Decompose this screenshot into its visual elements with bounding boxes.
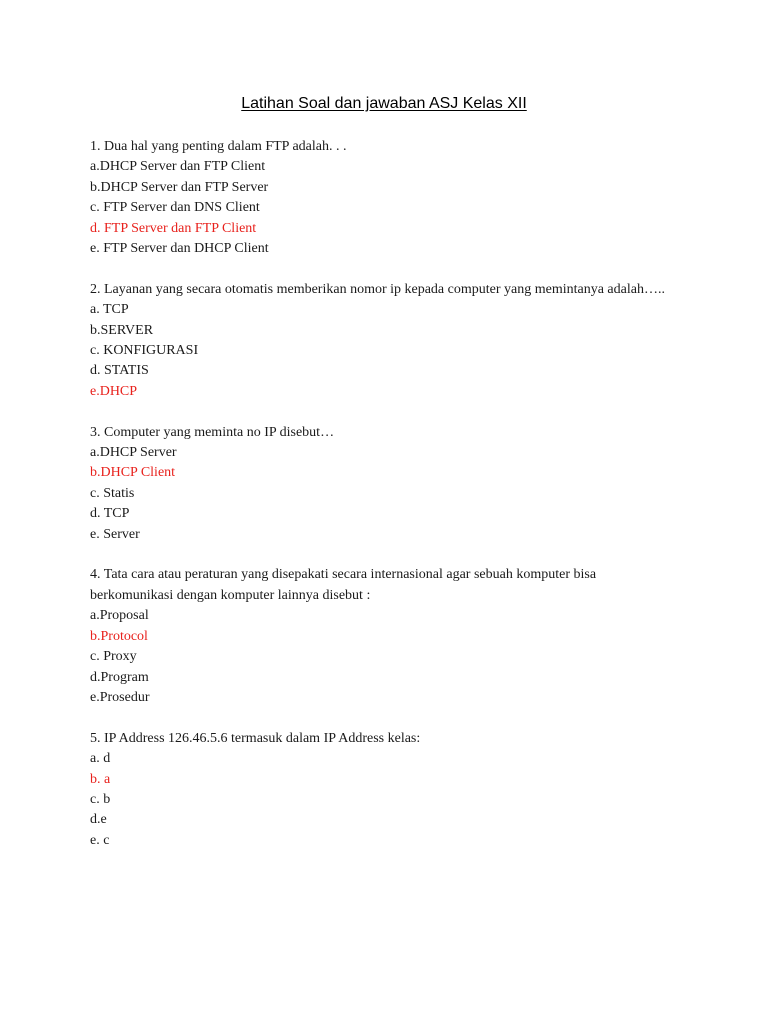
question-2-option-b: b.SERVER (90, 322, 154, 338)
question-1 (90, 137, 680, 259)
question-4-option-c: c. Proxy (90, 649, 137, 665)
question-3 (90, 423, 680, 545)
question-5-option-a: a. d (90, 751, 111, 767)
question-3-text: 3. Computer yang meminta no IP disebut… (90, 424, 335, 440)
document-title (0, 93, 768, 115)
question-1-option-b: b.DHCP Server dan FTP Server (90, 179, 269, 195)
question-3-option-e: e. Server (90, 526, 140, 542)
document-title-text: Latihan Soal dan jawaban ASJ Kelas XII (241, 95, 527, 112)
question-5-option-b-correct-answer: b. a (90, 771, 111, 787)
question-3-option-c: c. Statis (90, 485, 135, 501)
question-1-text: 1. Dua hal yang penting dalam FTP adalah. . . (90, 139, 347, 154)
question-1-option-d-correct-answer (90, 219, 680, 239)
question-5-text: 5. IP Address 126.46.5.6 termasuk dalam IP Address kelas: (90, 730, 421, 746)
question-4-text: 4. Tata cara atau peraturan yang disepakati secara internasional agar sebuah komputer bisa berkomunikasi dengan komputer lainnya disebut : (90, 567, 597, 603)
question-2-option-e-correct-answer: e.DHCP (90, 383, 138, 399)
question-5 (90, 729, 680, 851)
question-3-option-d: d. TCP (90, 506, 130, 522)
question-4-option-e: e.Prosedur (90, 689, 150, 705)
question-5-option-e: e. c (90, 832, 110, 848)
question-5-option-c: c. b (90, 791, 111, 807)
question-1-option-d-text: FTP Server dan FTP Client (104, 220, 257, 236)
question-list (90, 137, 680, 872)
question-4-option-a: a.Proposal (90, 608, 149, 624)
question-2-option-d: d. STATIS (90, 363, 149, 379)
question-1-option-a: a.DHCP Server dan FTP Client (90, 159, 266, 175)
question-4 (90, 565, 680, 708)
question-4-option-d: d.Program (90, 669, 149, 685)
question-5-option-d: d.e (90, 812, 107, 828)
question-1-option-d-prefix: d. (90, 220, 104, 236)
question-2-option-c: c. KONFIGURASI (90, 343, 199, 359)
question-3-option-a: a.DHCP Server (90, 445, 177, 461)
question-1-option-e: e. FTP Server dan DHCP Client (90, 241, 269, 257)
question-4-option-b-correct-answer: b.Protocol (90, 628, 148, 644)
question-3-option-b-correct-answer: b.DHCP Client (90, 465, 176, 481)
question-2-text: 2. Layanan yang secara otomatis memberikan nomor ip kepada computer yang memintanya adalah….. (90, 281, 665, 297)
question-2 (90, 280, 680, 402)
question-2-option-a: a. TCP (90, 302, 129, 318)
question-1-option-c: c. FTP Server dan DNS Client (90, 200, 260, 216)
